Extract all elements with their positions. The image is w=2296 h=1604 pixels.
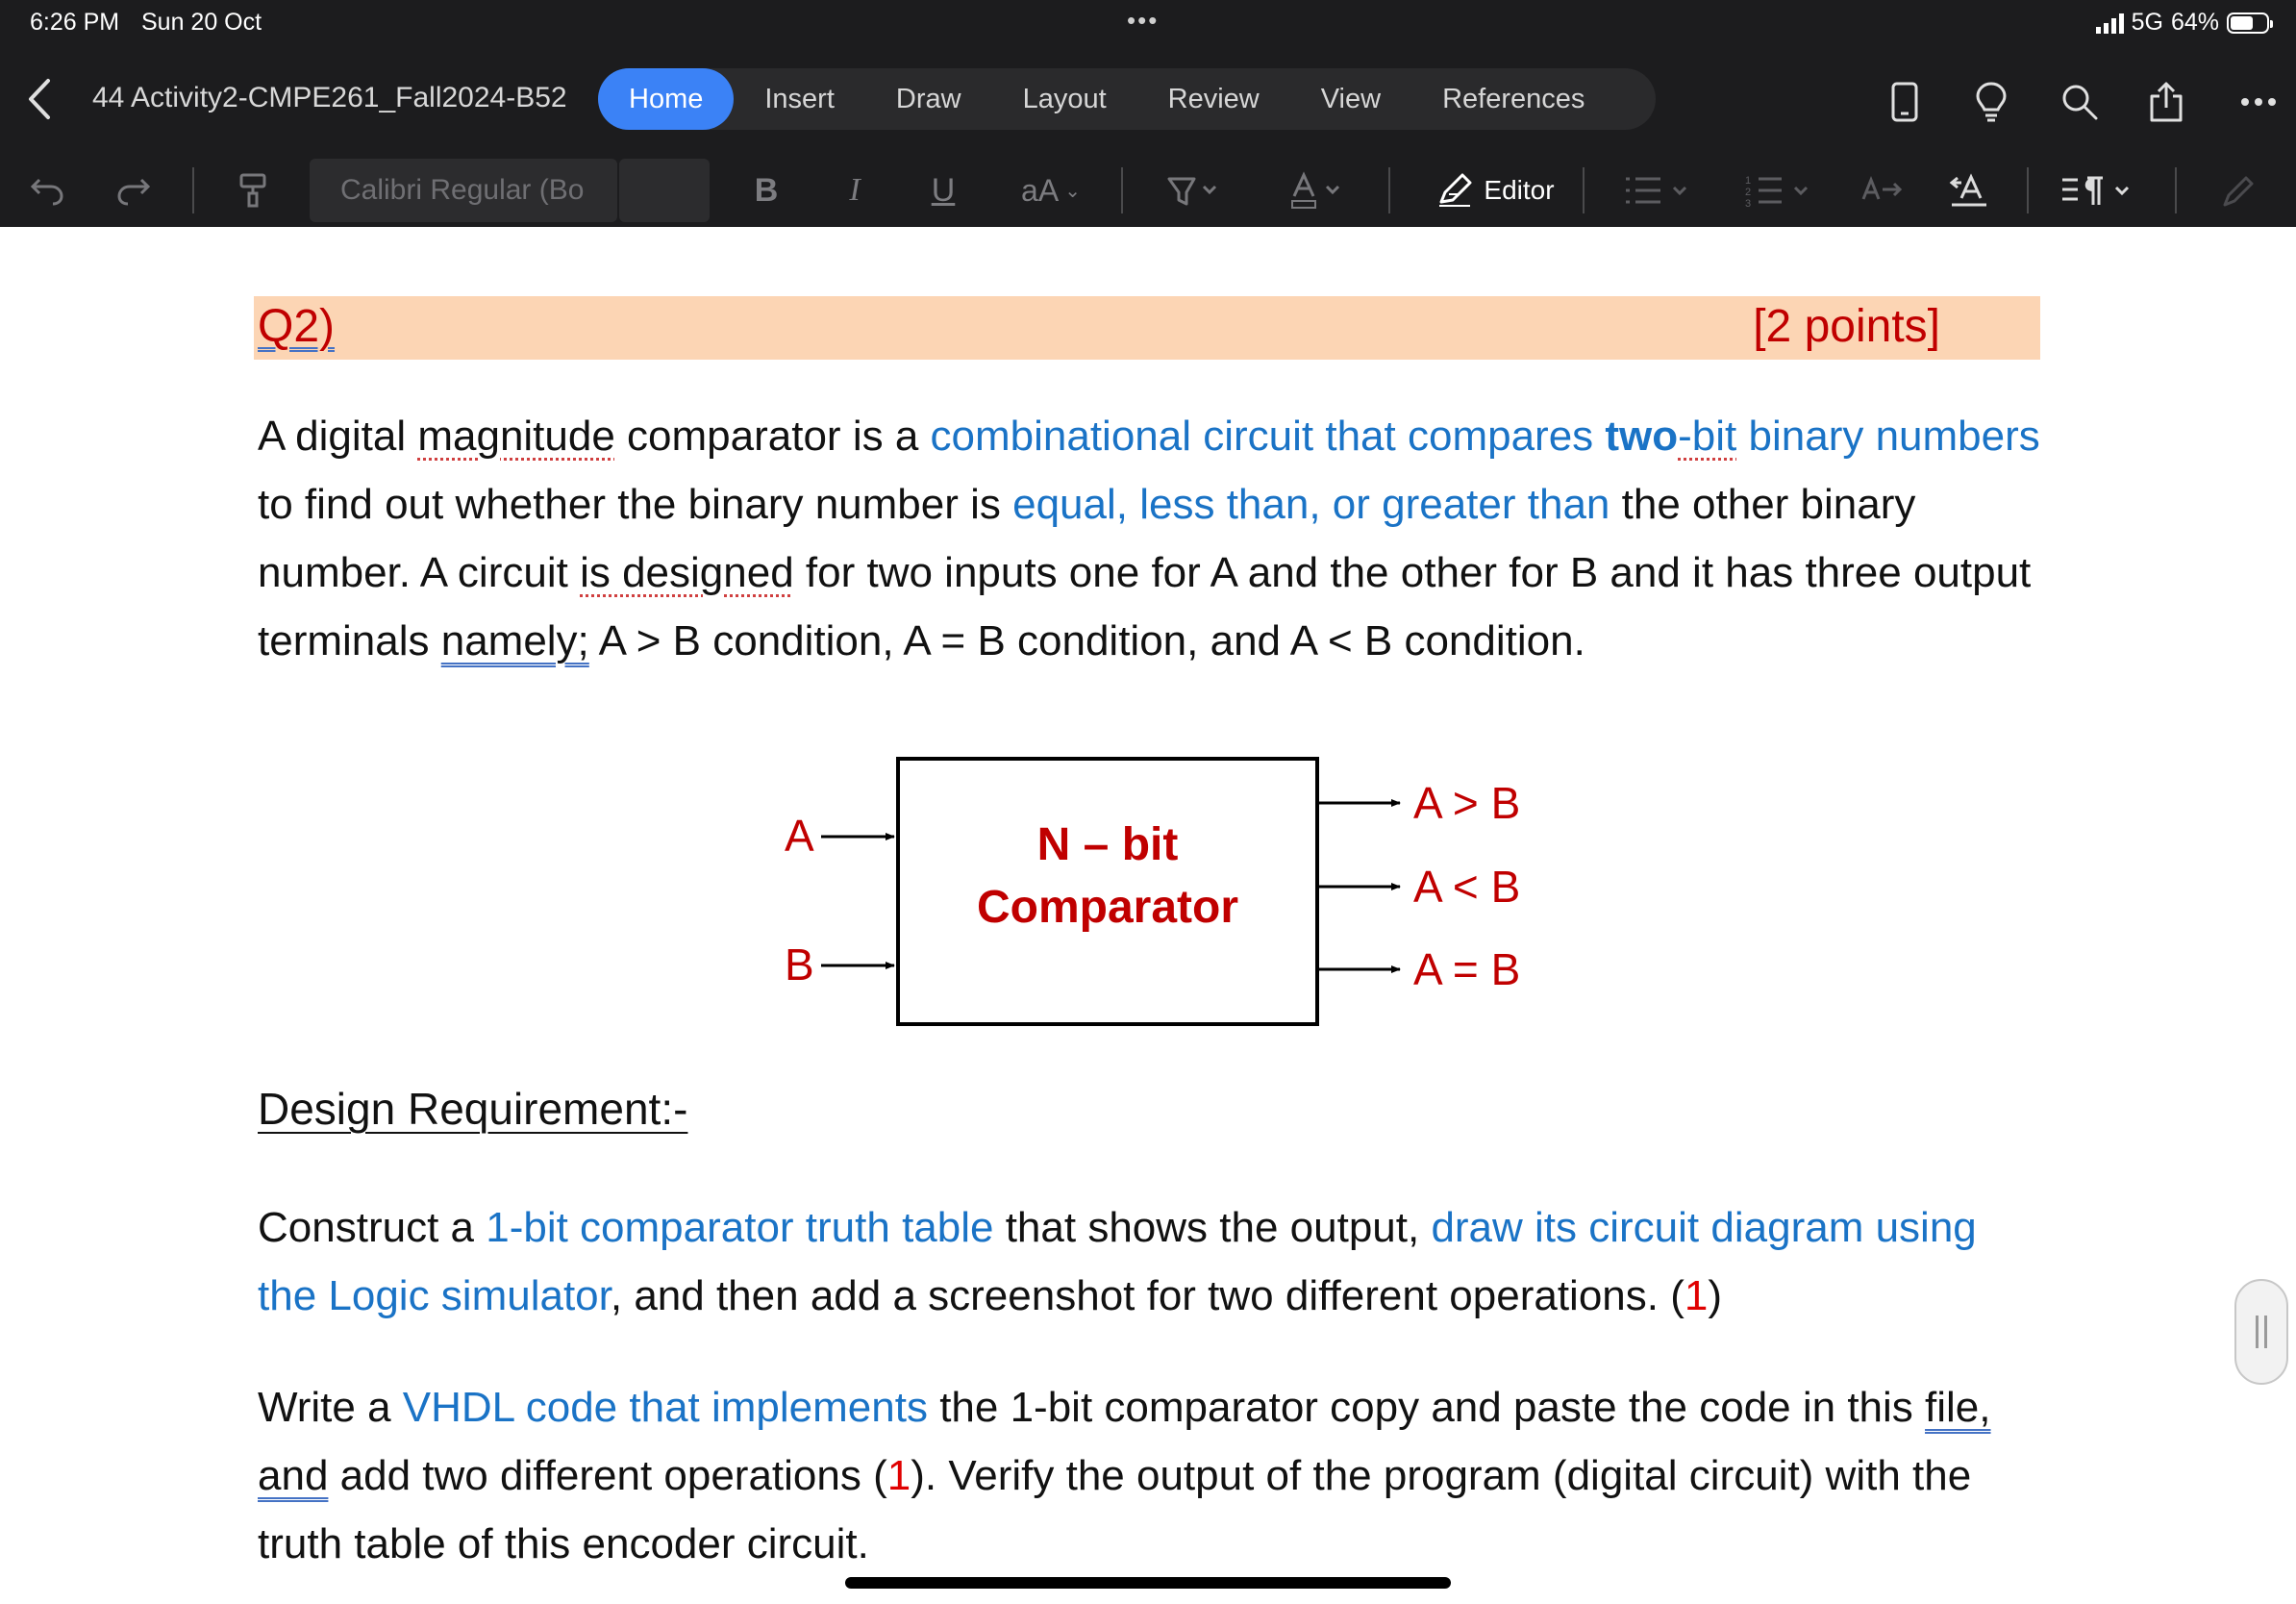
bullets-icon[interactable] xyxy=(1615,154,1698,227)
rtl-icon[interactable] xyxy=(1940,154,1998,227)
status-date: Sun 20 Oct xyxy=(141,9,262,36)
battery-percent: 64% xyxy=(2170,9,2219,36)
format-painter-icon[interactable] xyxy=(229,154,277,227)
battery-icon xyxy=(2227,13,2269,34)
more-icon[interactable] xyxy=(2234,73,2283,131)
underline-button[interactable]: U xyxy=(931,171,956,209)
text-direction-icon[interactable] xyxy=(1854,154,1911,227)
comparator-block-diagram xyxy=(750,737,1577,1054)
network-label: 5G xyxy=(2131,9,2163,36)
input-b-label: B xyxy=(785,940,814,990)
font-size-glyph: aA xyxy=(1021,172,1060,208)
bold-button[interactable]: B xyxy=(754,171,779,209)
document-page[interactable] xyxy=(0,227,2296,1604)
separator xyxy=(2175,167,2177,213)
editor-button[interactable] xyxy=(1423,154,1567,227)
redo-icon[interactable] xyxy=(110,154,158,227)
tab-review[interactable]: Review xyxy=(1167,84,1260,114)
signal-icon xyxy=(2096,13,2124,34)
paragraph-icon[interactable] xyxy=(2056,154,2138,227)
question-label: Q2) xyxy=(258,301,336,352)
document-title[interactable]: 44 Activity2-CMPE261_Fall2024-B52 xyxy=(92,82,567,113)
separator xyxy=(1388,167,1390,213)
tab-view[interactable]: View xyxy=(1320,84,1382,114)
separator xyxy=(2027,167,2029,213)
question-points: [2 points] xyxy=(1753,301,1940,352)
italic-button[interactable]: I xyxy=(849,172,861,208)
tab-layout[interactable]: Layout xyxy=(1022,84,1107,114)
box-label-line1: N – bit xyxy=(1036,819,1179,870)
output-eq-label: A = B xyxy=(1413,944,1521,994)
search-icon[interactable] xyxy=(2056,73,2104,131)
battery-level xyxy=(2231,16,2253,30)
lightbulb-icon[interactable] xyxy=(1967,73,2015,131)
split-view-handle[interactable] xyxy=(2234,1279,2288,1385)
status-indicators xyxy=(2096,9,2269,37)
separator xyxy=(1121,167,1123,213)
undo-icon[interactable] xyxy=(23,154,71,227)
status-bar xyxy=(0,0,2296,46)
svg-text:1: 1 xyxy=(1745,175,1752,187)
box-label-line2: Comparator xyxy=(976,882,1239,933)
chevron-down-icon: ⌄ xyxy=(1064,180,1081,202)
multitask-dots-icon[interactable]: ••• xyxy=(1127,6,1160,35)
svg-text:2: 2 xyxy=(1745,187,1752,198)
separator xyxy=(1583,167,1585,213)
svg-text:3: 3 xyxy=(1745,198,1752,209)
intro-paragraph: A digital magnitude comparator is a combinational circuit that compares two-bit binary numbers to find out whether the binary number is equal, less than, or greater than the other binary number. A circuit is designed for two inputs one for A and the other for B and it has three output terminals namely; A > B condition, A = B condition, and A < B condition. xyxy=(258,413,2040,664)
tab-insert[interactable]: Insert xyxy=(764,84,835,114)
ribbon-tabs xyxy=(598,68,1656,130)
tab-draw[interactable]: Draw xyxy=(895,84,961,114)
home-indicator[interactable] xyxy=(845,1577,1451,1589)
editor-label: Editor xyxy=(1484,175,1555,205)
requirement-paragraph-2: Write a VHDL code that implements the 1-bit comparator copy and paste the code in this file, and add two different operations (1). Verify the output of the program (digital circuit) with the truth table of this encoder circuit. xyxy=(258,1384,1991,1567)
design-requirement-heading: Design Requirement:- xyxy=(258,1084,688,1134)
phone-view-icon[interactable] xyxy=(1881,73,1929,131)
status-time: 6:26 PM xyxy=(30,9,120,36)
share-icon[interactable] xyxy=(2142,73,2190,131)
editor-pen-icon xyxy=(1435,173,1474,208)
font-color-icon[interactable] xyxy=(1277,154,1354,227)
highlight-icon[interactable] xyxy=(1154,154,1231,227)
question-banner xyxy=(254,296,2040,360)
requirement-paragraph-1: Construct a 1-bit comparator truth table that shows the output, draw its circuit diagram using the Logic simulator, and then add a screenshot for two different operations. (1) xyxy=(258,1204,1977,1319)
font-size-field[interactable] xyxy=(619,159,710,222)
tab-references[interactable]: References xyxy=(1442,84,1585,114)
title-bar xyxy=(0,46,2296,154)
styles-icon[interactable] xyxy=(2209,154,2267,227)
tab-home[interactable]: Home xyxy=(598,68,734,130)
back-chevron-icon[interactable] xyxy=(25,75,54,123)
numbering-icon[interactable] xyxy=(1736,154,1819,227)
font-name-field[interactable]: Calibri Regular (Bo xyxy=(310,159,617,222)
output-lt-label: A < B xyxy=(1413,862,1521,912)
input-a-label: A xyxy=(785,811,814,861)
output-gt-label: A > B xyxy=(1413,778,1521,828)
ribbon-toolbar xyxy=(0,154,2296,227)
separator xyxy=(192,167,194,213)
font-size-button[interactable] xyxy=(1008,154,1094,227)
